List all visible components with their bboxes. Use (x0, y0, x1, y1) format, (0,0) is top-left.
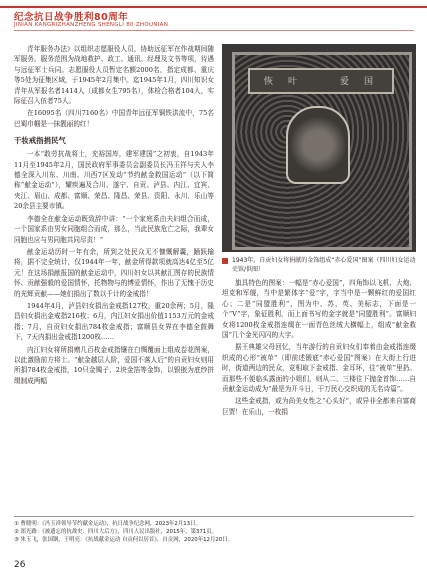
header-divider (14, 30, 414, 31)
photo-glyph: 爱 (340, 77, 350, 87)
paragraph: 一本“敢劳抗战将士，充裕国库，建军建国”之初衷，自1943年11月至1945年2月，国民政府军事委员会副委员长冯玉祥与夫人李德全深入川东、川南、川西7区发动“节约献金救国运动”（以下简称“献金运动”），耀疾遍及合川、遂宁、自贡、泸县、内江、宜宾、夹江、眉山、成都、富顺、荣昌、隆昌、荣县、资阳、永川、乐山等20余县主要市镇。 (14, 150, 214, 211)
photo-glyph: 叶 (288, 77, 298, 87)
paragraph: 青年服务办法》以组织志愿服役人员，协助远征军在作战期间随军服务。服务范围为战地救护、政工、通讯、经理及文书等项，待遇与远征军士兵同。志愿服役人员暂定名额2000名，指定成都、重庆等5处为征集区域，于1945年2月集中。迄1945年1月，四川知识女青年从军报名者1414人（成都女生795名），体检合格者104人，实际征召入伍者75人。 (14, 45, 214, 106)
paragraph: 1944年4月，泸县妇女捐出金戒指127枚，重20余两；5月，隆昌妇女捐出金戒指216枚；6月，内江妇女捐出价值1153万元的金戒指；7月，自贡妇女捐出784枚金戒指；富顺县女界在李德全鼓舞下，7天内捐出金戒指1200枚…… (14, 301, 214, 342)
page-number: 26 (14, 560, 26, 570)
magazine-subtitle: JINIAN KANGRIZHANZHENG SHENGLI 80 ZHOUNIAN (14, 22, 169, 28)
paragraph: 据王典雄父母回忆，当年游行的自贡妇女们奉着由金戒指连缀织成的心形“被单”（即前述锻底“赤心爱国”图案）在大街上行进时，街道两边的民众，竞相取下金戒指、金耳环，往“被单”里扔。而那些不便临头露面的小姐们，则从二、三楼往下抛金首饰……自贡献金运动成为“最是为开斗日，干万民心交织成的无名诗篇”。 (222, 343, 416, 394)
caption-text: 1943年，自贡妇女将捐献的金饰组成“赤心爱国”图案（四川妇女运动史馆/供图） (232, 257, 416, 273)
page-header (0, 0, 427, 38)
photo-glyph: 恢 (264, 77, 274, 87)
footnote: ① 曹晓明：《冯玉祥领导节约献金运动》，抗日战争纪念网，2023年2月13日。 (14, 521, 201, 527)
paragraph: 献金运动历时一年有余，所到之处民众无不慷慨解囊，踊跃输将，据不完全统计，仅1944年一年，献金所得款项就高达4亿至5亿元！在这场捐献报国的献金运动中，四川妇女以其献汇图存的民族情怀、贡献强毅的爱国情怀，托物物与的博爱情怀，作出了无愧于历史的光辉贡献——她们捐出了数以千计的金戒指！ (14, 247, 214, 298)
caption-marker-icon (222, 258, 228, 264)
section-heading: 干妆戒指捐民气 (14, 136, 66, 146)
paragraph: 李德全在献金运动既致辞中讲：“一个家庭系由夫妇组合而成，一个国家系由男女同胞组合而成，那么，当此民族危亡之际，我辈女同胞也应与男同胞共同尽责！” (14, 214, 214, 244)
historical-photo (222, 44, 416, 252)
photo-caption (222, 256, 416, 274)
left-column (14, 44, 214, 388)
paragraph: 在16095名（四川7160名）中国青年远征军铜铁洪流中，75名巴蜀巾帼是一抹靓丽的红！ (14, 109, 214, 128)
photo-glyph: 国 (364, 77, 374, 87)
footnote: ② 郑光路：《被遗忘的抗战史：四川大后方》，四川人民出版社，2015年，第371页。 (14, 529, 218, 535)
right-column (222, 44, 416, 419)
paragraph: 内江妇女将所捐赠几百枚金戒指镶在白绸覆面上组成卷花图案，以此激励前方将士。“献金越层人阶，爱国不落人后”的自贡妇女则用所捐784枚金戒指，10只金镯子、2块金箔等金饰，以银嵌为底纱拼缀制成两幅 (14, 345, 214, 385)
footnotes (14, 516, 414, 544)
paragraph: 旗具特色的图案：一幅是“赤心爱国”，四角饰以飞机、大炮、坦克和军舰，当中是繁体字“爱”字，字当中是一颗鲜红的爱国红心；二是“同盟胜利”，图为中、苏、英、美标志，下面是一个“V”字，象征胜利，而上面书写的金字就是“同盟胜利”。富顺妇女将1200枚金戒指连缀在一面青色丝绒大横幅上，组成“献金救国”几个金光闪闪的大字。 (222, 279, 416, 340)
paragraph: 这些金戒指，或为尚美女性之“心头好”，或异非全都来自富商巨贾！在乐山，一枚捐 (222, 397, 416, 416)
heart-emblem (286, 106, 350, 184)
header-accent-bar (0, 6, 427, 8)
magazine-title: 纪念抗日战争胜利80周年 (14, 12, 129, 23)
footnote: ③ 朱玉飞，张国钢，王明亮：《抗战献金运动 自贡何以居首》，自贡网，2020年12月20日。 (14, 537, 233, 543)
